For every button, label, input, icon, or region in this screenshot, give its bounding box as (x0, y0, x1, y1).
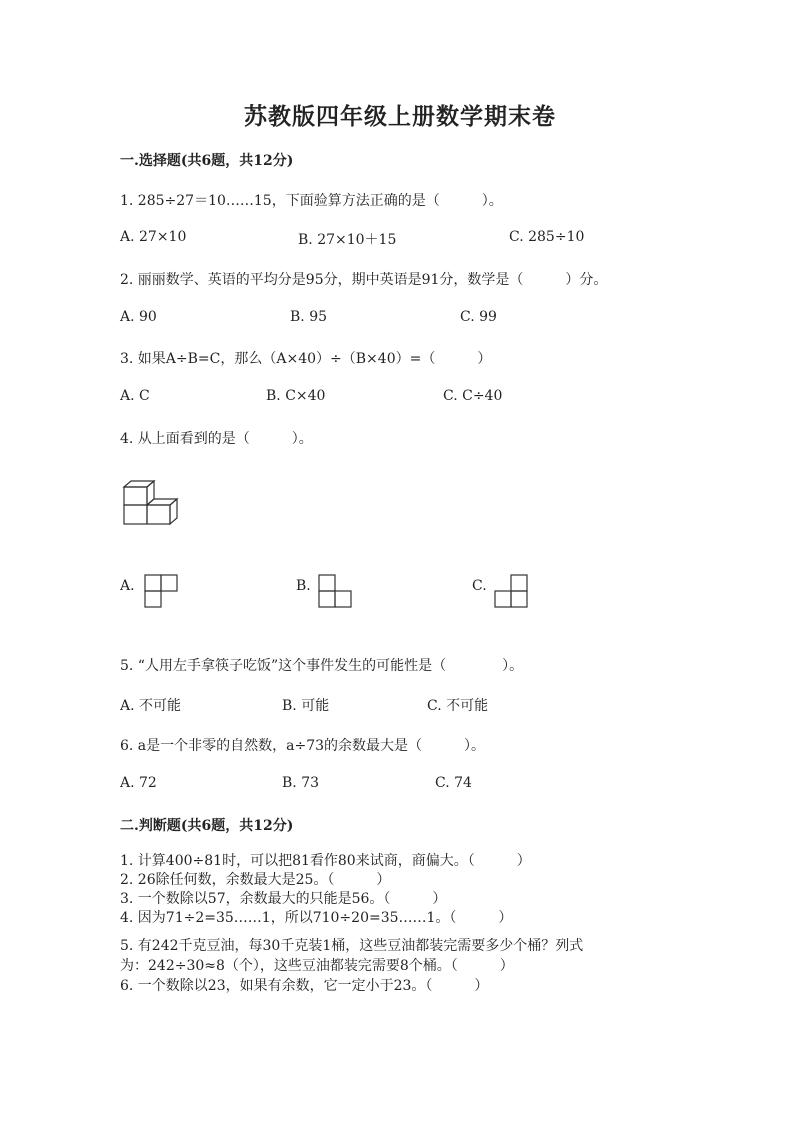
q5-option-a: A. 不可能 (120, 698, 182, 714)
q3-option-b: B. C×40 (266, 388, 326, 404)
judgement-item-5: 5. 有242千克豆油，每30千克装1桶，这些豆油都装完需要多少个桶？列式 (120, 938, 584, 954)
judgement-item-4: 4. 因为71÷2=35……1，所以710÷20=35……1。（ ） (120, 910, 513, 926)
question-3: 3. 如果A÷B=C，那么（A×40）÷（B×40）=（ ） (120, 351, 492, 367)
question-5: 5. “人用左手拿筷子吃饭”这个事件发生的可能性是（ ）。 (120, 658, 524, 674)
cube-figure (122, 480, 182, 526)
q4-option-a: A. (120, 578, 135, 594)
q2-option-b: B. 95 (290, 309, 328, 325)
judgement-item-1: 1. 计算400÷81时，可以把81看作80来试商，商偏大。（ ） (120, 853, 531, 869)
judgement-item-2: 2. 26除任何数，余数最大是25。（ ） (120, 872, 391, 888)
q1-option-c: C. 285÷10 (509, 229, 585, 245)
section-heading-choice: 一.选择题(共6题，共12分) (120, 153, 294, 169)
judgement-item-5-continued: 为：242÷30≈8（个），这些豆油都装完需要8个桶。（ ） (120, 958, 514, 974)
question-4: 4. 从上面看到的是（ ）。 (120, 431, 313, 447)
q5-option-c: C. 不可能 (427, 698, 489, 714)
question-1: 1. 285÷27＝10……15，下面验算方法正确的是（ ）。 (120, 193, 503, 209)
view-a-icon (144, 574, 178, 608)
q1-option-a: A. 27×10 (120, 229, 187, 245)
view-b-icon (318, 574, 352, 608)
q4-option-b: B. (296, 578, 311, 594)
q2-option-a: A. 90 (120, 309, 157, 325)
judgement-item-6: 6. 一个数除以23，如果有余数，它一定小于23。（ ） (120, 978, 489, 994)
q3-option-a: A. C (120, 388, 150, 404)
question-2: 2. 丽丽数学、英语的平均分是95分，期中英语是91分，数学是（ ）分。 (120, 272, 608, 288)
q2-option-c: C. 99 (460, 309, 497, 325)
question-6: 6. a是一个非零的自然数，a÷73的余数最大是（ ）。 (120, 738, 486, 754)
judgement-item-3: 3. 一个数除以57，余数最大的只能是56。（ ） (120, 891, 447, 907)
q6-option-b: B. 73 (282, 775, 320, 791)
view-c-icon (494, 574, 528, 608)
q6-option-a: A. 72 (120, 775, 157, 791)
q6-option-c: C. 74 (435, 775, 472, 791)
q5-option-b: B. 可能 (282, 698, 330, 714)
q4-option-c: C. (472, 578, 487, 594)
q3-option-c: C. C÷40 (443, 388, 503, 404)
section-heading-judgement: 二.判断题(共6题，共12分) (120, 818, 294, 834)
q1-option-b: B. 27×10＋15 (298, 232, 397, 248)
page-title: 苏教版四年级上册数学期末卷 (244, 103, 556, 130)
